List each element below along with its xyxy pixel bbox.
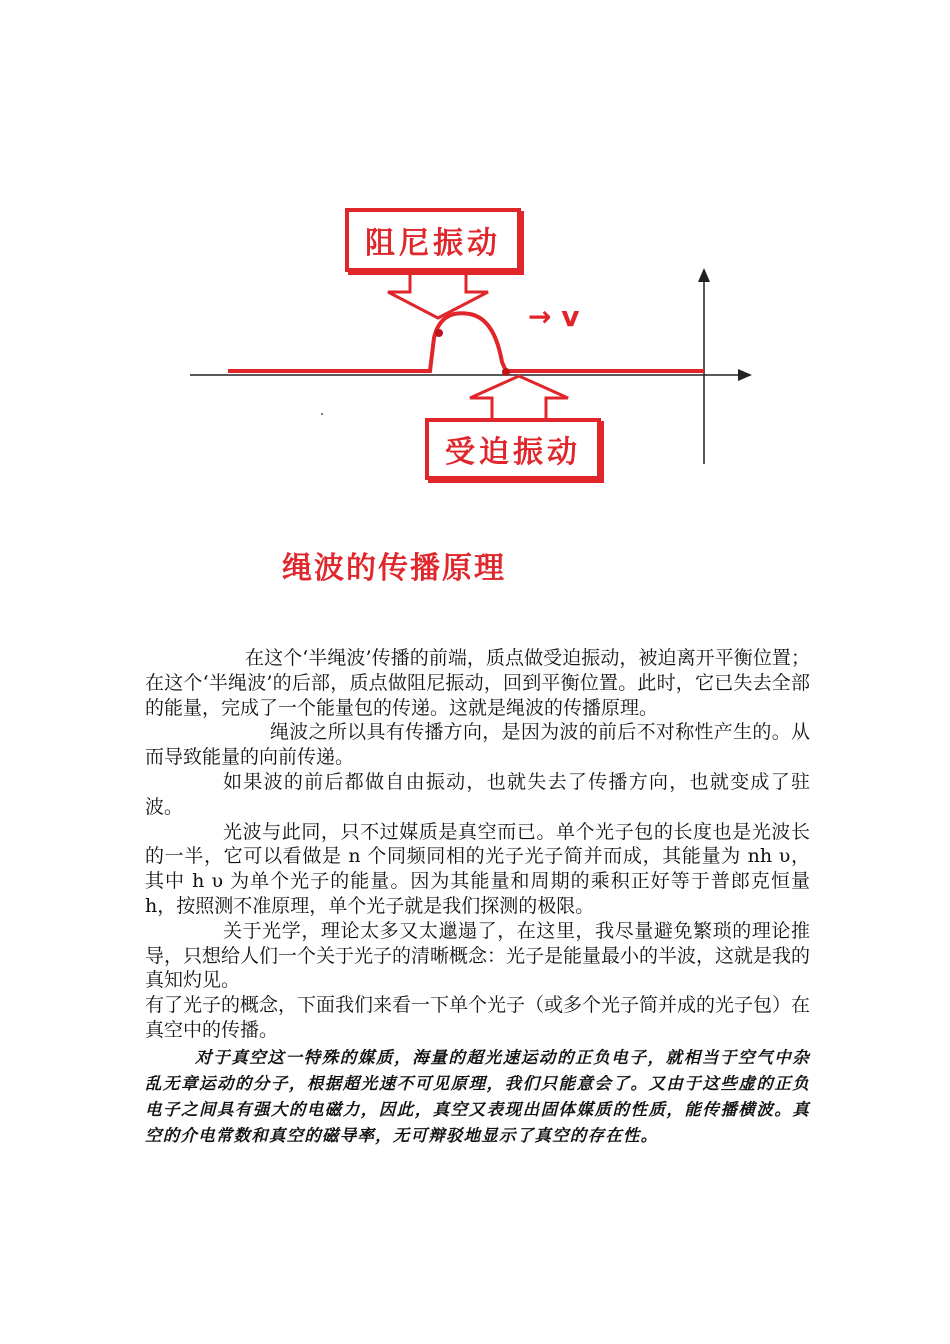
paragraph-photon-transition: 有了光子的概念，下面我们来看一下单个光子（或多个光子简并成的光子包）在真空中的传播。: [145, 994, 811, 1041]
diagram-caption: 绳波的传播原理: [282, 551, 506, 586]
x-axis-arrow-icon: [738, 369, 752, 381]
damped-vibration-label: 阻尼振动: [345, 208, 521, 272]
paragraph-vacuum-medium: 对于真空这一特殊的媒质，海量的超光速运动的正负电子，就相当于空气中杂乱无章运动的分子，根据超光速不可见原理，我们只能意会了。又由于这些虚的正负电子之间具有强大的电磁力，因此，真空又表现出固体媒质的性质，能传播横波。真空的介电常数和真空的磁导率，无可辩驳地显示了真空的存在性。: [145, 1047, 810, 1145]
down-arrow-icon: [388, 272, 488, 318]
rope-wave-diagram: [0, 0, 950, 620]
paragraph-optics: 关于光学，理论太多又太邋遢了，在这里，我尽量避免繁琐的理论推导，只想给人们一个关于光子的清晰概念：光子是能量最小的半波，这就是我的真知灼见。: [145, 919, 811, 992]
forced-vibration-label: 受迫振动: [425, 418, 601, 480]
paragraph-direction: 绳波之所以具有传播方向，是因为波的前后不对称性产生的。从而导致能量的向前传递。: [145, 721, 810, 769]
stray-dot: [321, 413, 323, 415]
paragraph-standing-wave: 如果波的前后都做自由振动，也就失去了传播方向，也就变成了驻波。: [145, 770, 810, 818]
velocity-label: → v: [528, 300, 580, 333]
back-particle-dot: [435, 329, 443, 337]
body-text: [145, 646, 810, 1149]
up-arrow-icon: [470, 376, 568, 418]
paragraph-light-wave: 光波与此同，只不过媒质是真空而已。单个光子包的长度也是光波长的一半，它可以看做是 n 个同频同相的光子光子简并而成，其能量为 nh υ， 其中 h υ 为单个光子的能量。因为其能量和周期的乘积正好等于普郎克恒量 h，按照测不准原理，单个光子就是我们探测的极限。: [145, 820, 810, 917]
y-axis-arrow-icon: [698, 268, 710, 282]
rope-half-wave: [228, 313, 704, 371]
paragraph-front-and-back: 在这个‘半绳波’传播的前端，质点做受迫振动，被迫离开平衡位置；在这个‘半绳波’的后部，质点做阻尼振动，回到平衡位置。此时，它已失去全部的能量，完成了一个能量包的传递。这就是绳波的传播原理。: [145, 647, 810, 719]
diagram-graphics: [0, 0, 950, 620]
front-particle-dot: [502, 368, 510, 376]
